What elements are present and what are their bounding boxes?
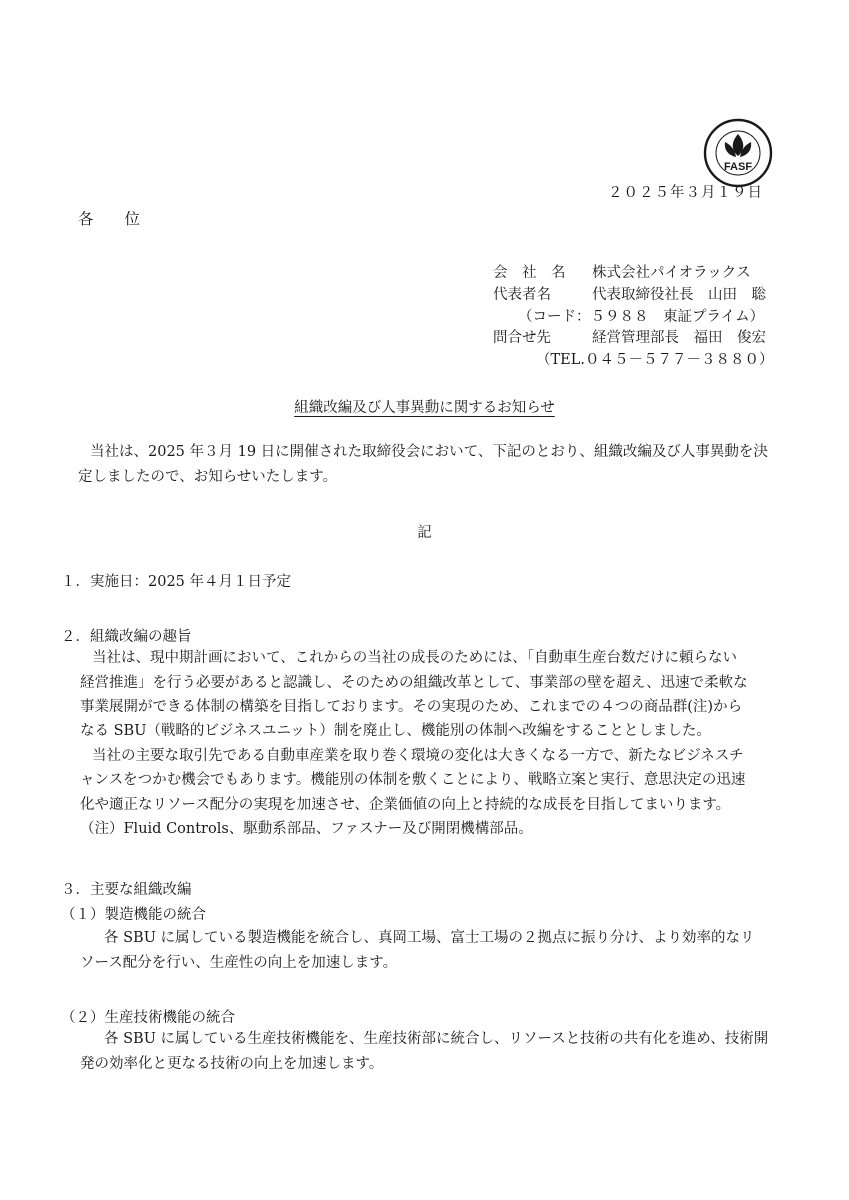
representative-label: 代表者名 bbox=[493, 287, 551, 303]
s2-para1-line-1: 当社は、現中期計画において、これからの当社の成長のためには、「自動車生産台数だけに頼らない bbox=[92, 650, 737, 666]
s3-sub1-line-2: ソース配分を行い、生産性の向上を加速します。 bbox=[80, 955, 398, 971]
contact-label: 問合せ先 bbox=[493, 330, 551, 346]
s2-para2-line-1: 当社の主要な取引先である自動車産業を取り巻く環境の変化は大きくなる一方で、新たなビジネスチ bbox=[92, 748, 744, 764]
section2-heading: ２．組織改編の趣旨 bbox=[61, 629, 192, 645]
logo-text: FASF bbox=[723, 161, 753, 173]
contact-person: 経営管理部長 福田 俊宏 bbox=[592, 330, 766, 346]
s3-sub2-line-2: 発の効率化と更なる技術の向上を加速します。 bbox=[80, 1056, 384, 1072]
section3-heading: ３．主要な組織改編 bbox=[61, 882, 192, 898]
telephone: （TEL.０４５－５７７－３８８０） bbox=[536, 352, 774, 368]
intro-line-2: 定しましたので、お知らせいたします。 bbox=[78, 469, 338, 485]
s3-sub1-line-1: 各 SBU に属している製造機能を統合し、真岡工場、富士工場の２拠点に振り分け、より効率的なリ bbox=[104, 930, 755, 946]
s2-para1-line-3: 事業展開ができる体制の構築を目指しております。その実現のため、これまでの４つの商品群(注)から bbox=[80, 699, 743, 715]
s2-para1-line-2: 経営推進」を行う必要があると認識し、そのための組織改革として、事業部の壁を超え、迅速で柔軟な bbox=[80, 675, 748, 691]
company-name-label: 会 社 名 bbox=[493, 265, 566, 281]
stock-code: （コード：５９８８ 東証プライム） bbox=[518, 309, 765, 325]
s3-sub2-heading: （２）生産技術機能の統合 bbox=[61, 1010, 235, 1026]
s2-note: （注）Fluid Controls、駆動系部品、ファスナー及び開閉機構部品。 bbox=[80, 821, 533, 837]
s2-para2-line-3: 化や適正なリソース配分の実現を加速させ、企業価値の向上と持続的な成長を目指してまいります。 bbox=[80, 797, 731, 813]
intro-line-1: 当社は、2025 年３月 19 日に開催された取締役会において、下記のとおり、組織改編及び人事異動を決 bbox=[90, 444, 768, 460]
date: ２０２５年３月１９日 bbox=[608, 185, 763, 201]
document-title: 組織改編及び人事異動に関するお知らせ bbox=[294, 400, 555, 416]
s3-sub2-line-1: 各 SBU に属している生産技術機能を、生産技術部に統合し、リソースと技術の共有化を進め、技術開 bbox=[104, 1031, 769, 1047]
section1-heading: １．実施日：2025 年４月１日予定 bbox=[61, 574, 292, 590]
fasf-logo bbox=[703, 118, 773, 188]
addressee: 各 位 bbox=[78, 210, 141, 228]
s2-para1-line-4: なる SBU（戦略的ビジネスユニット）制を廃止し、機能別の体制へ改編をすることとしました。 bbox=[80, 723, 711, 739]
s3-sub1-heading: （１）製造機能の統合 bbox=[61, 907, 206, 923]
company-name: 株式会社パイオラックス bbox=[592, 265, 751, 281]
s2-para2-line-2: ャンスをつかむ機会でもあります。機能別の体制を敷くことにより、戦略立案と実行、意思決定の迅速 bbox=[80, 772, 746, 788]
representative: 代表取締役社長 山田 聡 bbox=[592, 287, 766, 303]
ki-mark: 記 bbox=[417, 525, 432, 541]
